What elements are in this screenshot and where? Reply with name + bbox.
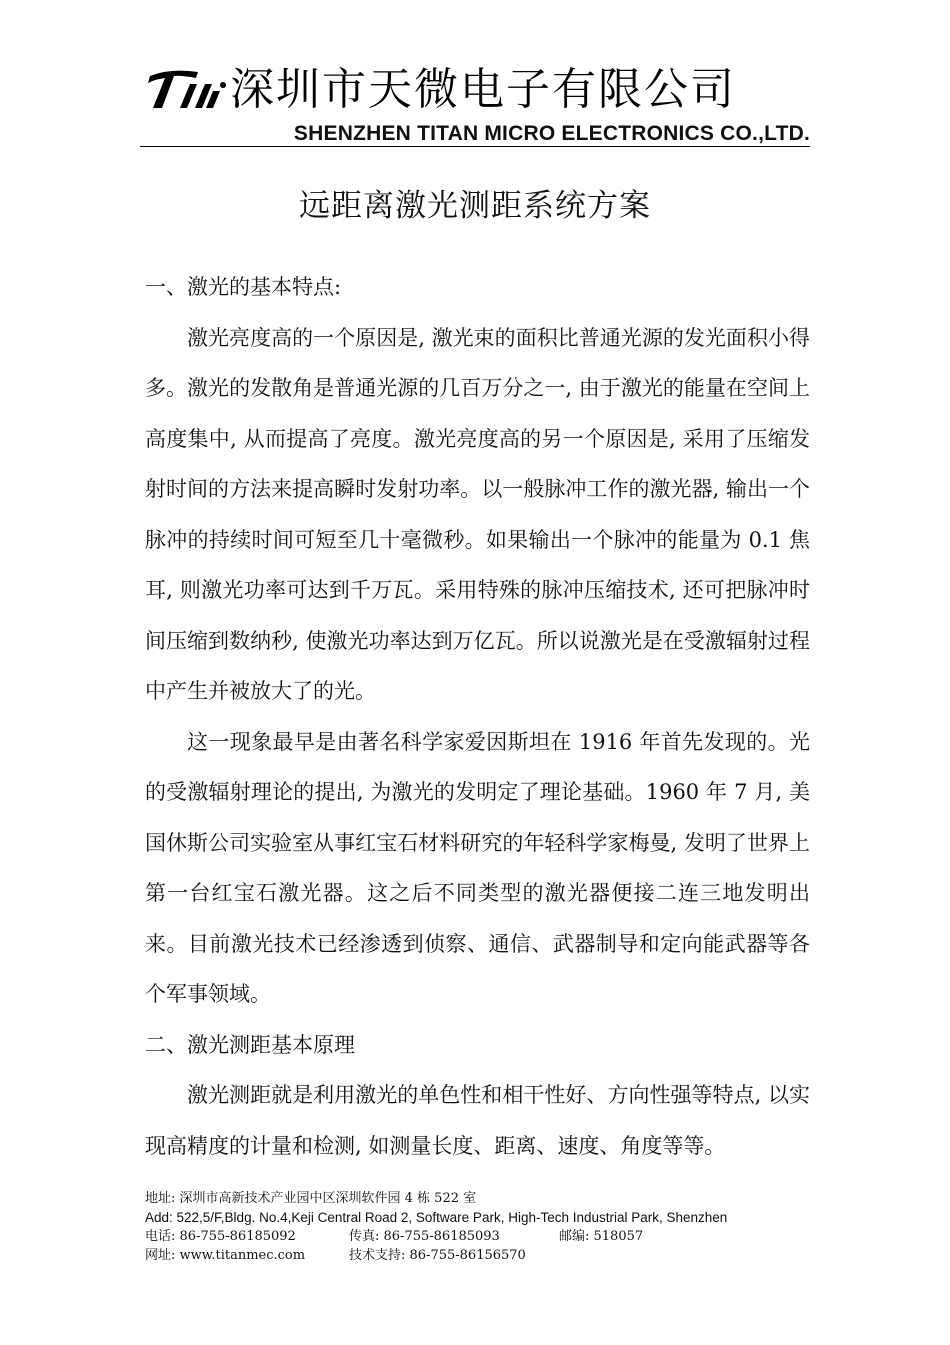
footer-address-cn (145, 1189, 825, 1208)
footer-web-row (145, 1246, 825, 1265)
section-heading: 一、激光的基本特点: (145, 275, 342, 299)
footer-contact-row (145, 1227, 825, 1246)
paragraph: 这一现象最早是由著名科学家爱因斯坦在 1916 年首先发现的。光的受激辐射理论的提出, 为激光的发明定了理论基础。1960 年 7 月, 美国休斯公司实验室从事红宝石材料研究的年轻科学家梅曼, 发明了世界上第一台红宝石激光器。这之后不同类型的激光器便接二连三地发明出来。目前激光技术已经渗透到侦察、通信、武器制导和定向能武器等各个军事领域。 (145, 729, 810, 1006)
company-name-en: SHENZHEN TITAN MICRO ELECTRONICS CO.,LTD. (293, 122, 810, 145)
footer (145, 1189, 825, 1265)
letterhead (140, 60, 810, 146)
footer-address-en (145, 1208, 825, 1227)
fax: 传真: 86-755-86185093 (349, 1229, 500, 1244)
address-cn: 地址: 深圳市高新技术产业园中区深圳软件园 4 栋 522 室 (145, 1191, 477, 1206)
paragraph: 激光亮度高的一个原因是, 激光束的面积比普通光源的发光面积小得多。激光的发散角是普通光源的几百万分之一, 由于激光的能量在空间上高度集中, 从而提高了亮度。激光亮度高的另一个原因是, 采用了压缩发射时间的方法来提高瞬时发射功率。以一般脉冲工作的激光器, 输出一个脉冲的持续时间可短至几十毫微秒。如果输出一个脉冲的能量为 0.1 焦耳, 则激光功率可达到千万瓦。采用特殊的脉冲压缩技术, 还可把脉冲时间压缩到数纳秒, 使激光功率达到万亿瓦。所以说激光是在受激辐射过程中产生并被放大了的光。 (145, 325, 810, 703)
address-en: Add: 522,5/F,Bldg. No.4,Keji Central Road 2, Software Park, High-Tech Industrial Park, Shenzhen (145, 1210, 728, 1225)
section-heading: 二、激光测距基本原理 (145, 1032, 355, 1057)
titan-logo-icon (140, 66, 230, 114)
paragraph: 激光测距就是利用激光的单色性和相干性好、方向性强等特点, 以实现高精度的计量和检测, 如测量长度、距离、速度、角度等等。 (145, 1083, 810, 1158)
telephone: 电话: 86-755-86185092 (145, 1229, 296, 1244)
document-title: 远距离激光测距系统方案 (299, 188, 651, 224)
postcode: 邮编: 518057 (559, 1229, 644, 1244)
website: 网址: www.titanmec.com (145, 1248, 306, 1263)
tech-support: 技术支持: 86-755-86156570 (349, 1248, 526, 1263)
company-name-cn: 深圳市天微电子有限公司 (230, 64, 736, 115)
logo-row (140, 60, 810, 120)
document-body (145, 262, 810, 1171)
header-divider (140, 146, 810, 147)
